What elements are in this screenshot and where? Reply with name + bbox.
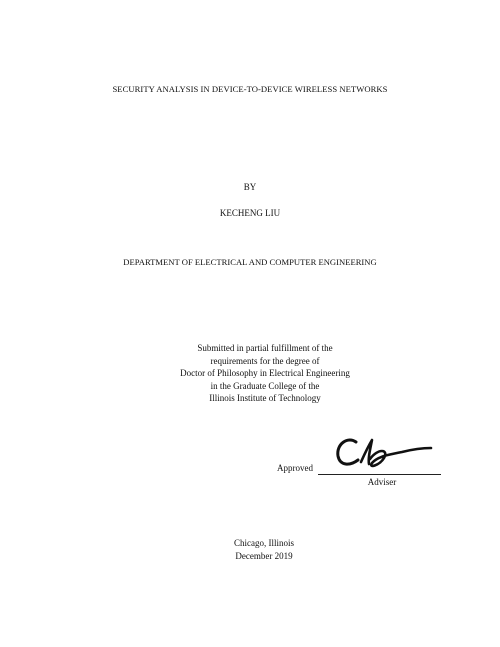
department-name: DEPARTMENT OF ELECTRICAL AND COMPUTER ENGINEERING <box>123 257 377 267</box>
submission-line-2: requirements for the degree of <box>210 355 320 366</box>
handwritten-signature-icon <box>334 436 434 472</box>
location-text: Chicago, Illinois <box>234 538 294 548</box>
author-name: KECHENG LIU <box>219 208 281 218</box>
date-text: December 2019 <box>235 550 293 561</box>
by-label: BY <box>243 182 257 192</box>
location-date-block <box>0 537 500 562</box>
signature-line <box>318 474 441 475</box>
submission-line-3: Doctor of Philosophy in Electrical Engineering <box>180 368 350 379</box>
adviser-label: Adviser <box>367 477 397 487</box>
submission-line-4: in the Graduate College of the <box>210 380 320 391</box>
thesis-title: SECURITY ANALYSIS IN DEVICE-TO-DEVICE WIRELESS NETWORKS <box>112 84 388 94</box>
approved-label: Approved <box>277 463 313 473</box>
submission-line-5: Illinois Institute of Technology <box>209 393 321 404</box>
submission-line-1: Submitted in partial fulfillment of the <box>197 343 333 353</box>
